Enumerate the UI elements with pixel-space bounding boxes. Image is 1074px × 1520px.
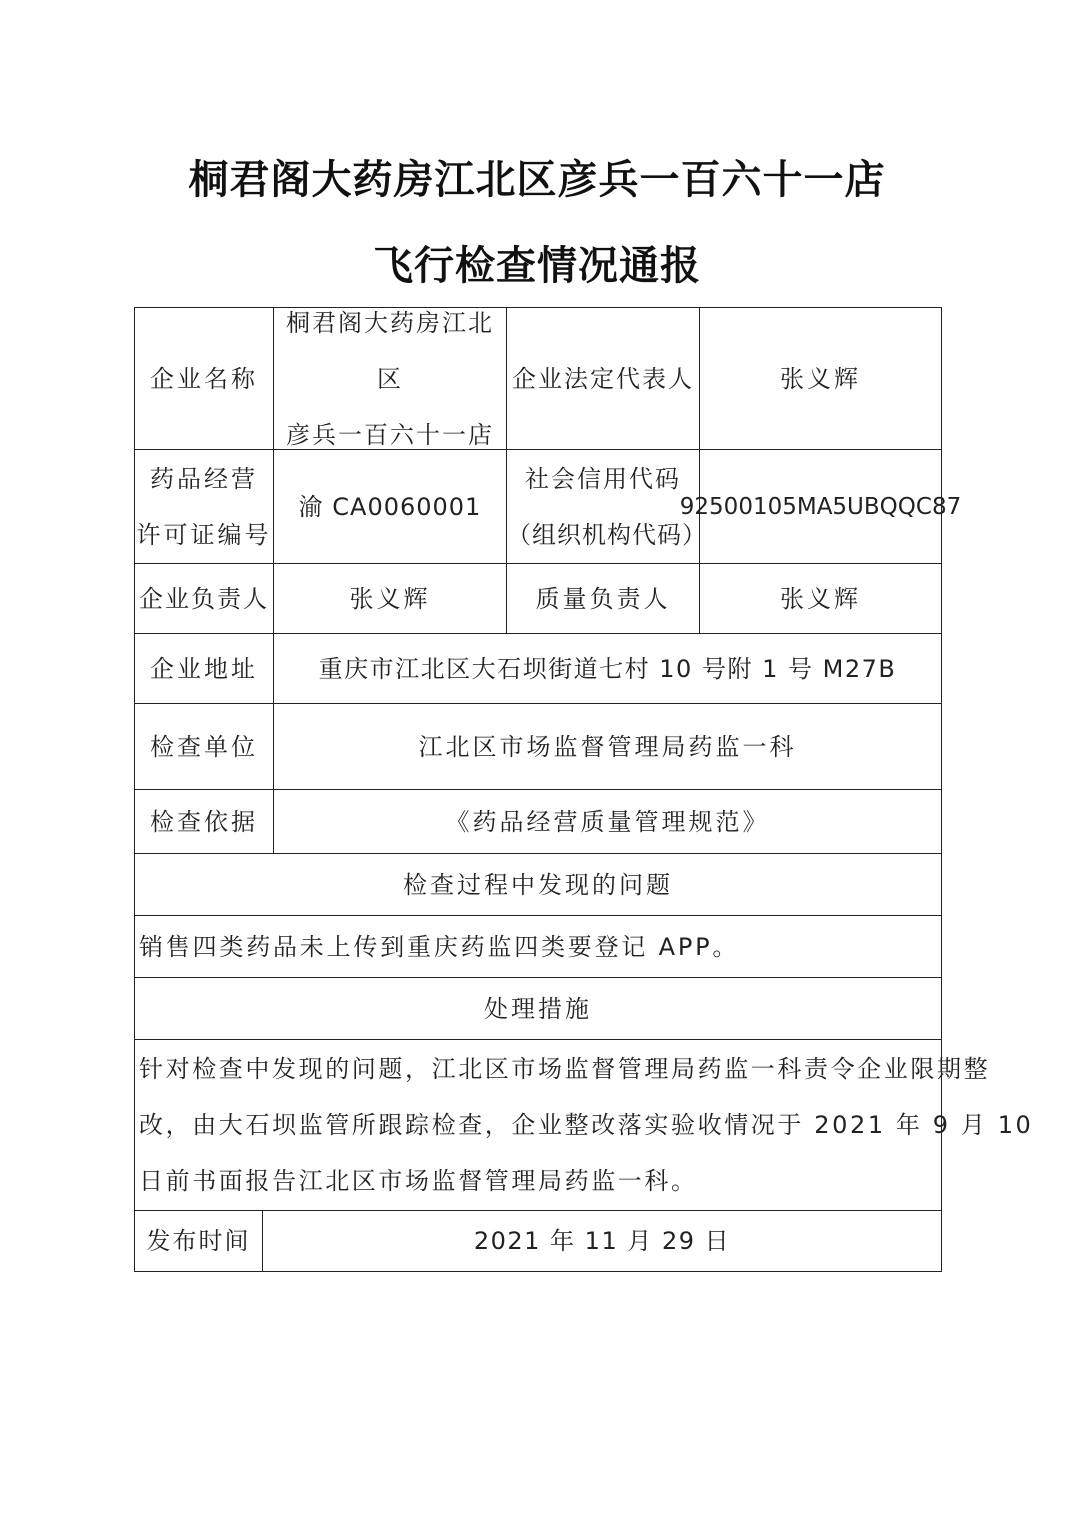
company-name-label [134, 307, 274, 450]
quality-person-label [506, 563, 700, 634]
publish-date-label [134, 1210, 263, 1272]
license-value [273, 449, 507, 564]
credit-code-value [679, 449, 962, 564]
license-value-text: 渝 CA0060001 [298, 492, 482, 521]
publish-date-value [262, 1210, 942, 1272]
company-name-value [273, 307, 507, 450]
legal-rep-value [699, 307, 942, 450]
credit-code-label-line1: 社会信用代码 [525, 464, 681, 493]
measures-line2: 改，由大石坝监管所跟踪检查，企业整改落实验收情况于 2021 年 9 月 10 [139, 1111, 1034, 1139]
credit-code-value-text: 92500105MA5UBQQC87 [679, 493, 962, 520]
company-name-line2: 彦兵一百六十一店 [286, 420, 494, 449]
responsible-person-label-text: 企业负责人 [139, 584, 269, 613]
document-title-line1: 桐君阁大药房江北区彦兵一百六十一店 [188, 157, 886, 203]
legal-rep-label-text: 企业法定代表人 [512, 364, 694, 393]
measures-header [134, 977, 942, 1040]
problems-header-text: 检查过程中发现的问题 [403, 870, 673, 899]
basis-value-text: 《药品经营质量管理规范》 [445, 807, 770, 836]
inspector-label [134, 703, 274, 790]
credit-code-label [506, 449, 707, 564]
problems-header [134, 853, 942, 916]
inspector-value [273, 703, 942, 790]
publish-date-label-text: 发布时间 [146, 1227, 251, 1255]
legal-rep-label [506, 307, 700, 450]
problems-text: 销售四类药品未上传到重庆药监四类要登记 APP。 [139, 932, 740, 961]
address-value [273, 633, 942, 704]
responsible-person-value-text: 张义辉 [349, 584, 431, 613]
address-label [134, 633, 274, 704]
inspector-value-text: 江北区市场监督管理局药监一科 [418, 732, 797, 761]
address-label-text: 企业地址 [150, 654, 258, 683]
responsible-person-value [273, 563, 507, 634]
basis-label-text: 检查依据 [150, 807, 258, 836]
license-label-line2: 许可证编号 [136, 520, 272, 549]
measures-line1: 针对检查中发现的问题，江北区市场监督管理局药监一科责令企业限期整 [139, 1055, 991, 1083]
quality-person-value-text: 张义辉 [780, 584, 861, 613]
company-name-line1: 桐君阁大药房江北区 [286, 308, 494, 393]
address-value-text: 重庆市江北区大石坝街道七村 10 号附 1 号 M27B [318, 654, 897, 683]
license-label [134, 449, 274, 564]
basis-label [134, 789, 274, 854]
basis-value [273, 789, 942, 854]
quality-person-value [699, 563, 942, 634]
measures-content [134, 1039, 1034, 1211]
publish-date-value-text: 2021 年 11 月 29 日 [473, 1227, 731, 1255]
problems-content [134, 915, 942, 978]
responsible-person-label [134, 563, 274, 634]
measures-header-text: 处理措施 [484, 994, 592, 1023]
license-label-line1: 药品经营 [150, 464, 258, 493]
credit-code-label-line2: （组织机构代码） [507, 520, 707, 549]
company-name-label-text: 企业名称 [150, 364, 258, 393]
document-title-line2: 飞行检查情况通报 [373, 243, 701, 289]
legal-rep-value-text: 张义辉 [780, 364, 861, 393]
inspector-label-text: 检查单位 [150, 732, 258, 761]
quality-person-label-text: 质量负责人 [535, 584, 671, 613]
measures-line3: 日前书面报告江北区市场监督管理局药监一科。 [139, 1167, 698, 1195]
